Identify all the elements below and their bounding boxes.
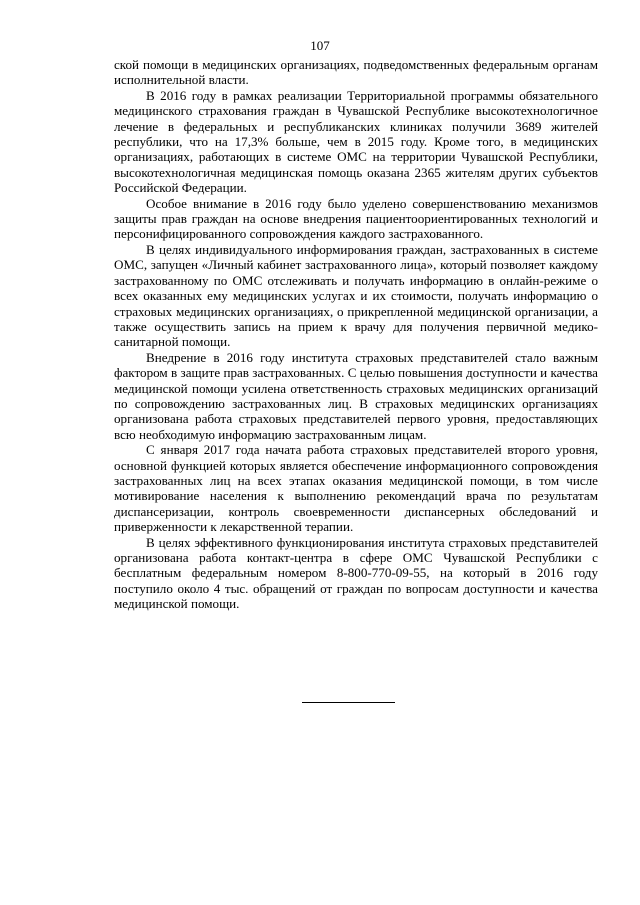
paragraph-continuation: ской помощи в медицинских организациях, подведомственных федеральным органам исполнительной власти. — [114, 57, 598, 88]
paragraph-contact-center: В целях эффективного функционирования института страховых представителей организована работа контакт-центра в сфере ОМС Чувашской Республики с бесплатным федеральным номером 8-800-770-09-55, на который в 2016 году поступило около 4 тыс. обращений от граждан по вопросам доступности и качества медицинской помощи. — [114, 534, 598, 612]
page-number: 107 — [310, 38, 330, 53]
document-body — [114, 57, 598, 612]
paragraph-second-level-representatives: С января 2017 года начата работа страховых представителей второго уровня, основной функцией которых является обеспечение информационного сопровождения застрахованных лиц на всех этапах оказания медицинской помощи, в том числе мотивирование населения к выполнению рекомендаций врача по результатам диспансеризации, контроль своевременности диспансерных обследований и приверженности к лекарственной терапии. — [114, 442, 598, 535]
paragraph-personal-account: В целях индивидуального информирования граждан, застрахованных в системе ОМС, запущен «Личный кабинет застрахованного лица», который позволяет каждому застрахованному по ОМС отслеживать и получать информацию в онлайн-режиме о всех оказанных ему медицинских услугах и их стоимости, получать информацию о страховых медицинских организациях, о прикрепленной медицинской организации, а также осуществить запись на прием к врачу для получения первичной медико-санитарной помощи. — [114, 241, 598, 350]
paragraph-rights-protection: Особое внимание в 2016 году было уделено совершенствованию механизмов защиты прав граждан на основе внедрения пациентоориентированных технологий и персонифицированного сопровождения каждого застрахованного. — [114, 195, 598, 242]
end-divider — [302, 702, 395, 703]
paragraph-insurance-representatives: Внедрение в 2016 году института страховых представителей стало важным фактором в защите прав застрахованных. С целью повышения доступности и качества медицинской помощи усилена ответственность страховых медицинских организаций по сопровождению застрахованных лиц. В страховых медицинских организациях организована работа страховых представителей первого уровня, предоставляющих всю необходимую информацию застрахованным лицам. — [114, 349, 598, 442]
paragraph-high-tech-care: В 2016 году в рамках реализации Территориальной программы обязательного медицинского страхования граждан в Чувашской Республике высокотехнологичное лечение в федеральных и республиканских клиниках получили 3689 жителей республики, что на 17,3% больше, чем в 2015 году. Кроме того, в медицинских организациях, работающих в системе ОМС на территории Чувашской Республики, высокотехнологичная медицинская помощь оказана 2365 жителям других субъектов Российской Федерации. — [114, 87, 598, 196]
